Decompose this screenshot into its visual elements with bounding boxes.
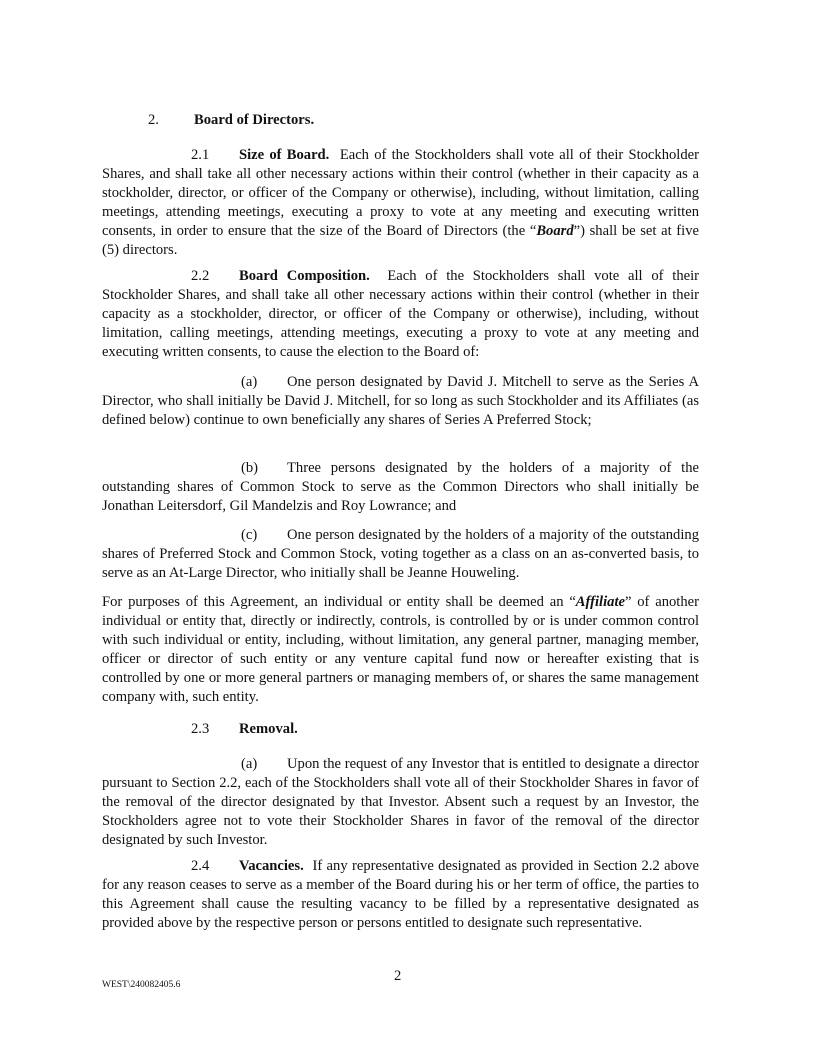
section-2-4-number: 2.4 [191, 858, 210, 874]
section-2-4-paragraph [102, 857, 699, 933]
section-2-2-c-label: (c) [241, 527, 258, 543]
section-2-3-number: 2.3 [191, 721, 210, 737]
page-number: 2 [394, 968, 402, 984]
section-2-1-text-a: Each of the Stockholders shall vote all of their Stockholder Shares, and shall take all other necessary actions within their control (whether in their capacity as a stockholder, director, or officer of the Company or otherwise), including, without limitation, calling meetings, attending meetings, executing a proxy to vote at any meeting and executing written consents, in order to ensure that the size of the Board of Directors (the “ [102, 147, 699, 240]
document-footer-id: WEST\240082405.6 [102, 980, 181, 990]
section-2-3-title: Removal. [239, 721, 298, 737]
section-2-2-a-paragraph [102, 373, 699, 430]
affiliate-defined-term: Affiliate [575, 594, 625, 610]
board-defined-term: Board [536, 223, 574, 240]
section-2-2-text: Each of the Stockholders shall vote all of their Stockholder Shares, and shall take all other necessary actions within their control (whether in their capacity as a stockholder, director, or officer of the Company or otherwise), including, without limitation, calling meetings, attending meetings, executing a proxy to vote at any meeting and executing written consents, to cause the election to the Board of: [102, 268, 700, 361]
affiliate-text-b: ” of another individual or entity that, directly or indirectly, controls, is controlled by or is under common control with such individual or entity, including, without limitation, any general partner, managing member, officer or director of such entity or any venture capital fund now or hereafter existing that is controlled by one or more general partners or managing members of, or shares the same management company with, such entity. [102, 594, 699, 706]
section-2-2-number: 2.2 [191, 268, 210, 284]
affiliate-text-a: For purposes of this Agreement, an individual or entity shall be deemed an “ [102, 594, 576, 610]
section-2-title: Board of Directors. [194, 112, 315, 128]
section-2-2-c-paragraph [102, 526, 699, 583]
section-2-2-a-text: One person designated by David J. Mitchell to serve as the Series A Director, who shall initially be David J. Mitchell, for so long as such Stockholder and its Affiliates (as defined below) continue to own beneficially any shares of Series A Preferred Stock; [102, 374, 699, 429]
section-2-2-b-label: (b) [241, 460, 259, 476]
section-2-1-paragraph [102, 146, 699, 261]
section-2-3-heading [191, 721, 298, 738]
section-2-4-text: If any representative designated as provided in Section 2.2 above for any reason ceases to serve as a member of the Board during his or her term of office, the parties to this Agreement shall cause the resulting vacancy to be filled by a representative designated as provided above by the respective person or persons entitled to designate such representative. [102, 858, 700, 932]
section-2-3-a-text: Upon the request of any Investor that is entitled to designate a director pursuant to Section 2.2, each of the Stockholders shall vote all of their Stockholder Shares in favor of the removal of the director designated by that Investor. Absent such a request by an Investor, the Stockholders agree not to vote their Stockholder Shares in favor of the removal of the director designated by such Investor. [102, 756, 699, 849]
section-2-1-text-b: ”) shall be set at five (5) directors. [102, 223, 699, 259]
section-2-2-title: Board Composition. [239, 268, 370, 284]
section-2-heading [148, 112, 314, 129]
section-2-1-title: Size of Board. [239, 147, 330, 163]
section-2-number: 2. [148, 112, 159, 128]
section-2-2-b-text: Three persons designated by the holders of a majority of the outstanding shares of Common Stock to serve as the Common Directors who shall initially be Jonathan Leitersdorf, Gil Mandelzis and Roy Lowrance; and [102, 460, 699, 515]
section-2-2-b-paragraph [102, 459, 699, 516]
section-2-1-number: 2.1 [191, 147, 210, 163]
section-2-2-paragraph [102, 267, 699, 362]
section-2-4-title: Vacancies. [239, 858, 304, 874]
section-2-2-c-text: One person designated by the holders of a majority of the outstanding shares of Preferred Stock and Common Stock, voting together as a class on an as-converted basis, to serve as an At-Large Director, who initially shall be Jeanne Houweling. [102, 527, 699, 582]
section-2-3-a-paragraph [102, 755, 699, 850]
section-2-3-a-label: (a) [241, 756, 258, 772]
section-2-2-a-label: (a) [241, 374, 258, 390]
affiliate-definition-paragraph [102, 593, 699, 708]
